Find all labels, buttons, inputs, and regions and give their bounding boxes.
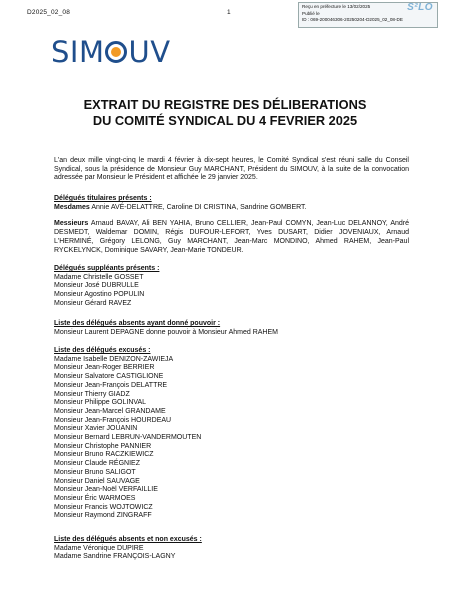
titulaires-messieurs bbox=[54, 220, 409, 255]
slo-logo: S²LO bbox=[407, 2, 433, 13]
stamp-id: ID : 069-200046306-20250204-D2025_02_08-DE bbox=[302, 17, 403, 23]
list-item: Monsieur Jean-François DELATTRE bbox=[54, 381, 168, 389]
list-item: Monsieur Laurent DEPAGNE donne pouvoir à Monsieur Ahmed RAHEM bbox=[54, 328, 278, 336]
prefecture-stamp bbox=[298, 2, 438, 28]
pouvoir-heading: Liste des délégués absents ayant donné pouvoir : bbox=[54, 320, 221, 327]
list-item: Madame Christelle GOSSET bbox=[54, 273, 144, 281]
list-item: Monsieur Bruno RACZKIEWICZ bbox=[54, 451, 154, 459]
list-item: Monsieur Claude RÉGNIEZ bbox=[54, 460, 140, 468]
titulaires-heading: Délégués titulaires présents : bbox=[54, 195, 152, 202]
suppleants-heading: Délégués suppléants présents : bbox=[54, 265, 160, 272]
page-number: 1 bbox=[227, 9, 231, 16]
logo-text-start: SIM bbox=[51, 35, 105, 69]
list-item: Monsieur Jean-Marcel GRANDAME bbox=[54, 407, 166, 415]
mesdames-label: Mesdames bbox=[54, 203, 90, 211]
list-item: Monsieur Francis WOJTOWICZ bbox=[54, 503, 153, 511]
list-item: Monsieur Gérard RAVEZ bbox=[54, 299, 132, 307]
list-item: Madame Sandrine FRANÇOIS-LAGNY bbox=[54, 553, 176, 561]
list-item: Monsieur Christophe PANNIER bbox=[54, 442, 152, 450]
list-item: Madame Isabelle DENIZON-ZAWIEJA bbox=[54, 355, 174, 363]
list-item: Monsieur Bruno SALIGOT bbox=[54, 468, 136, 476]
stamp-published: Publié le bbox=[302, 10, 320, 16]
list-item: Monsieur Jean-François HOURDEAU bbox=[54, 416, 172, 424]
logo-o-icon bbox=[105, 41, 127, 63]
list-item: Monsieur Bernard LEBRUN-VANDERMOUTEN bbox=[54, 434, 202, 442]
title-line-2: DU COMITÉ SYNDICAL DU 4 FEVRIER 2025 bbox=[92, 113, 358, 128]
stamp-received: Reçu en préfecture le 13/02/2025 bbox=[302, 4, 371, 9]
pouvoir-section bbox=[54, 320, 409, 337]
messieurs-list: Arnaud BAVAY, Ali BEN YAHIA, Bruno CELLIER, Jean-Paul COMYN, Jean-Luc DELANNOY, André DESMEDT, Waldemar DOMIN, Régis DUFOUR-LEFORT, Yves DUSART, Didier JOVENIAUX, Arnaud L'HERMINÉ, Grégory LELONG, Guy MARCHANT, Jean-Marc MONDINO, Ahmed RAHEM, Jean-Paul RYCKELYNCK, Dominique SAVARY, Jean-Marie TONDEUR. bbox=[54, 220, 409, 254]
list-item: Monsieur José DUBRULLE bbox=[54, 282, 139, 290]
simouv-logo bbox=[51, 35, 211, 69]
suppleants-section bbox=[54, 265, 409, 309]
document-reference: D2025_02_08 bbox=[27, 9, 71, 16]
list-item: Monsieur Raymond ZINGRAFF bbox=[54, 512, 152, 520]
list-item: Monsieur Éric WARMOES bbox=[54, 494, 136, 502]
list-item: Monsieur Daniel SAUVAGE bbox=[54, 477, 140, 485]
list-item: Monsieur Agostino POPULIN bbox=[54, 291, 145, 299]
mesdames-list: Annie AVÉ-DELATTRE, Caroline DI CRISTINA, Sandrine GOMBERT. bbox=[91, 203, 307, 211]
list-item: Monsieur Thierry GIADZ bbox=[54, 390, 130, 398]
list-item: Monsieur Philippe GOLINVAL bbox=[54, 399, 147, 407]
non-excuses-heading: Liste des délégués absents et non excusés : bbox=[54, 536, 202, 543]
list-item: Monsieur Xavier JOUANIN bbox=[54, 425, 138, 433]
excuses-section bbox=[54, 347, 409, 521]
list-item: Monsieur Jean-Noël VERFAILLIE bbox=[54, 486, 158, 494]
titulaires-mesdames bbox=[54, 204, 409, 213]
excuses-heading: Liste des délégués excusés : bbox=[54, 347, 151, 354]
list-item: Madame Véronique DUPIRE bbox=[54, 544, 144, 552]
title-line-1: EXTRAIT DU REGISTRE DES DÉLIBERATIONS bbox=[83, 97, 367, 112]
messieurs-label: Messieurs bbox=[54, 220, 89, 228]
logo-text-end: UV bbox=[128, 35, 171, 69]
list-item: Monsieur Jean-Roger BERRIER bbox=[54, 364, 155, 372]
non-excuses-section bbox=[54, 536, 409, 562]
list-item: Monsieur Salvatore CASTIGLIONE bbox=[54, 373, 164, 381]
titulaires-section bbox=[54, 195, 409, 255]
intro-paragraph: L'an deux mille vingt-cinq le mardi 4 février à dix-sept heures, le Comité Syndical s'est réuni salle du Conseil Syndical, sous la présidence de Monsieur Guy MARCHANT, Président du SIMOUV, à la suite de la convocation adressée par Monsieur le Président et affichée le 29 janvier 2025. bbox=[54, 157, 409, 182]
